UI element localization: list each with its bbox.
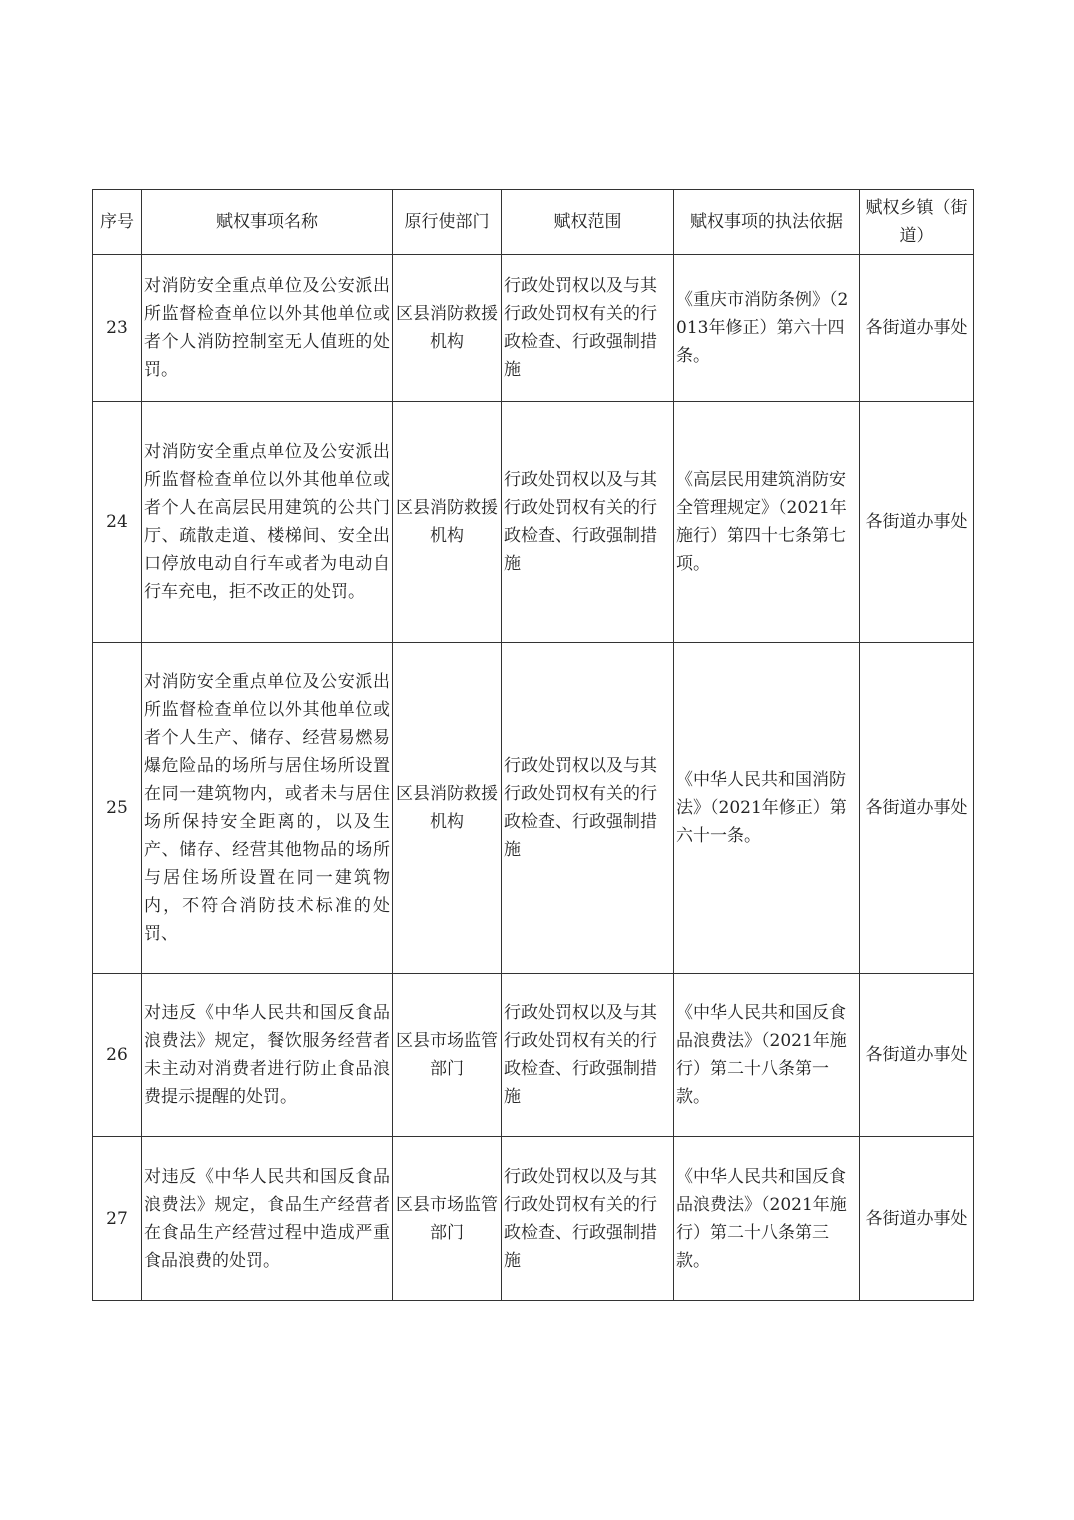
item-name: 对违反《中华人民共和国反食品浪费法》规定，食品生产经营者在食品生产经营过程中造成严重食品浪费的处罚。 bbox=[142, 1137, 393, 1301]
item-name: 对消防安全重点单位及公安派出所监督检查单位以外其他单位或者个人消防控制室无人值班的处罚。 bbox=[142, 255, 393, 402]
empowered-town: 各街道办事处 bbox=[860, 643, 974, 974]
table-row bbox=[93, 643, 974, 974]
header-row bbox=[93, 190, 974, 255]
empowered-town: 各街道办事处 bbox=[860, 255, 974, 402]
empower-scope: 行政处罚权以及与其行政处罚权有关的行政检查、行政强制措施 bbox=[502, 255, 674, 402]
empowered-town: 各街道办事处 bbox=[860, 402, 974, 643]
original-dept: 区县消防救援机构 bbox=[393, 255, 502, 402]
empowerment-table bbox=[92, 189, 974, 1301]
item-name: 对消防安全重点单位及公安派出所监督检查单位以外其他单位或者个人生产、储存、经营易燃易爆危险品的场所与居住场所设置在同一建筑物内，或者未与居住场所保持安全距离的，以及生产、储存、经营其他物品的场所与居住场所设置在同一建筑物内，不符合消防技术标准的处罚、 bbox=[142, 643, 393, 974]
original-dept: 区县市场监管部门 bbox=[393, 1137, 502, 1301]
empower-scope: 行政处罚权以及与其行政处罚权有关的行政检查、行政强制措施 bbox=[502, 1137, 674, 1301]
legal-basis: 《中华人民共和国消防法》（2021年修正）第六十一条。 bbox=[674, 643, 860, 974]
header-dept: 原行使部门 bbox=[393, 190, 502, 255]
legal-basis: 《重庆市消防条例》（2013年修正）第六十四条。 bbox=[674, 255, 860, 402]
table-row bbox=[93, 255, 974, 402]
original-dept: 区县市场监管部门 bbox=[393, 974, 502, 1137]
row-number: 23 bbox=[93, 255, 142, 402]
legal-basis: 《中华人民共和国反食品浪费法》（2021年施行）第二十八条第三款。 bbox=[674, 1137, 860, 1301]
empowered-town: 各街道办事处 bbox=[860, 974, 974, 1137]
empower-scope: 行政处罚权以及与其行政处罚权有关的行政检查、行政强制措施 bbox=[502, 643, 674, 974]
row-number: 26 bbox=[93, 974, 142, 1137]
legal-basis: 《中华人民共和国反食品浪费法》（2021年施行）第二十八条第一款。 bbox=[674, 974, 860, 1137]
header-scope: 赋权范围 bbox=[502, 190, 674, 255]
table-row bbox=[93, 974, 974, 1137]
row-number: 24 bbox=[93, 402, 142, 643]
header-town: 赋权乡镇（街道） bbox=[860, 190, 974, 255]
header-name: 赋权事项名称 bbox=[142, 190, 393, 255]
item-name: 对违反《中华人民共和国反食品浪费法》规定，餐饮服务经营者未主动对消费者进行防止食品浪费提示提醒的处罚。 bbox=[142, 974, 393, 1137]
row-number: 27 bbox=[93, 1137, 142, 1301]
legal-basis: 《高层民用建筑消防安全管理规定》（2021年施行）第四十七条第七项。 bbox=[674, 402, 860, 643]
original-dept: 区县消防救援机构 bbox=[393, 643, 502, 974]
original-dept: 区县消防救援机构 bbox=[393, 402, 502, 643]
row-number: 25 bbox=[93, 643, 142, 974]
item-name: 对消防安全重点单位及公安派出所监督检查单位以外其他单位或者个人在高层民用建筑的公共门厅、疏散走道、楼梯间、安全出口停放电动自行车或者为电动自行车充电，拒不改正的处罚。 bbox=[142, 402, 393, 643]
header-no: 序号 bbox=[93, 190, 142, 255]
empowered-town: 各街道办事处 bbox=[860, 1137, 974, 1301]
table-row bbox=[93, 402, 974, 643]
header-basis: 赋权事项的执法依据 bbox=[674, 190, 860, 255]
empower-scope: 行政处罚权以及与其行政处罚权有关的行政检查、行政强制措施 bbox=[502, 974, 674, 1137]
table-row bbox=[93, 1137, 974, 1301]
empower-scope: 行政处罚权以及与其行政处罚权有关的行政检查、行政强制措施 bbox=[502, 402, 674, 643]
